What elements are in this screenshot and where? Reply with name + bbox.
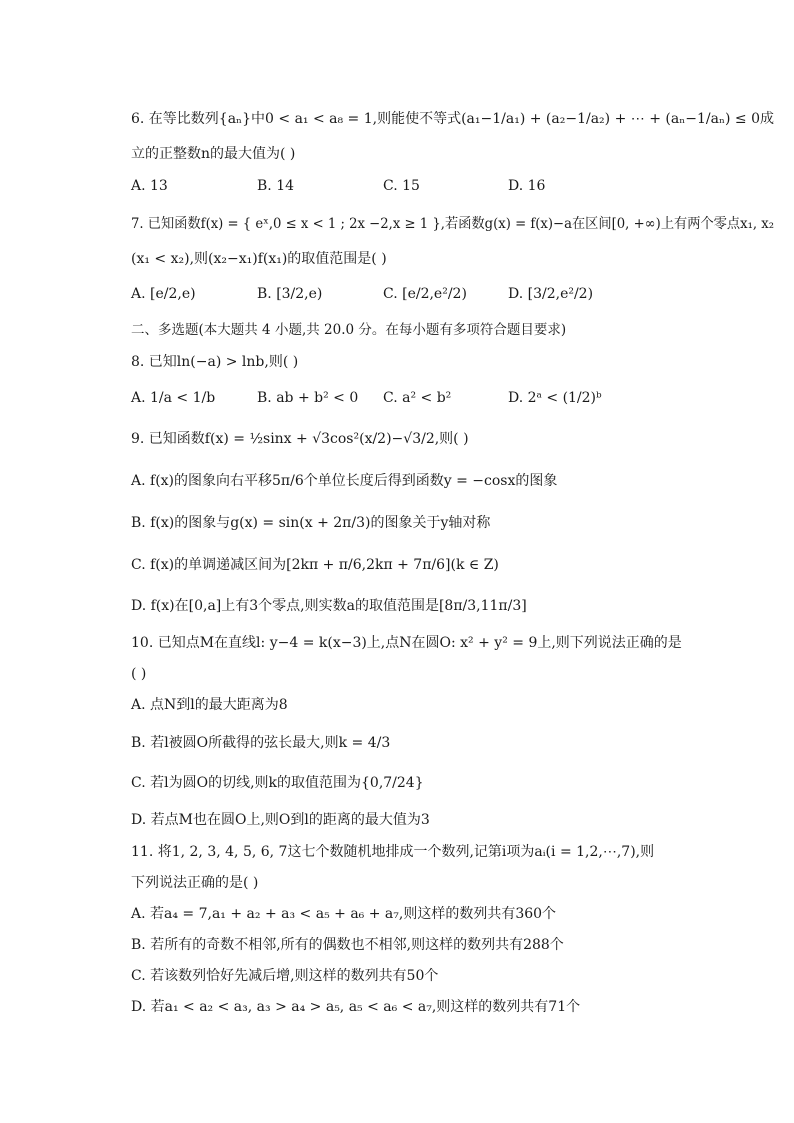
- q11-option-d: D. 若a₁ < a₂ < a₃, a₃ > a₄ > a₅, a₅ < a₆ < a₇,则这样的数列共有71个: [131, 999, 581, 1015]
- q10-option-c: C. 若l为圆O的切线,则k的取值范围为{0,7/24}: [131, 775, 424, 791]
- q8-option-b: B. ab + b² < 0: [257, 390, 359, 406]
- q7-option-b: B. [3/2,e): [257, 286, 323, 302]
- q11-stem-line2: 下列说法正确的是( ): [131, 875, 259, 891]
- q11-option-a: A. 若a₄ = 7,a₁ + a₂ + a₃ < a₅ + a₆ + a₇,则这样的数列共有360个: [131, 906, 557, 922]
- q9-option-a: A. f(x)的图象向右平移5π/6个单位长度后得到函数y = −cosx的图象: [131, 473, 558, 489]
- q7-stem-line2: (x₁ < x₂),则(x₂−x₁)f(x₁)的取值范围是( ): [131, 251, 387, 267]
- q8-option-a: A. 1/a < 1/b: [131, 390, 216, 406]
- q10-stem-line1: 10. 已知点M在直线l: y−4 = k(x−3)上,点N在圆O: x² + y² = 9上,则下列说法正确的是: [131, 635, 682, 651]
- q7-option-a: A. [e/2,e): [131, 286, 196, 302]
- q10-option-d: D. 若点M也在圆O上,则O到l的距离的最大值为3: [131, 812, 430, 828]
- q7-option-d: D. [3/2,e²/2): [508, 286, 594, 302]
- q10-stem-line2: ( ): [131, 666, 147, 682]
- q11-option-b: B. 若所有的奇数不相邻,所有的偶数也不相邻,则这样的数列共有288个: [131, 937, 564, 953]
- q6-option-d: D. 16: [508, 178, 546, 194]
- q8-option-d: D. 2ᵃ < (1/2)ᵇ: [508, 390, 602, 406]
- q9-option-c: C. f(x)的单调递减区间为[2kπ + π/6,2kπ + 7π/6](k ∈ Z): [131, 557, 499, 573]
- q10-option-b: B. 若l被圆O所截得的弦长最大,则k = 4/3: [131, 735, 391, 751]
- q7-option-c: C. [e/2,e²/2): [383, 286, 467, 302]
- q9-option-d: D. f(x)在[0,a]上有3个零点,则实数a的取值范围是[8π/3,11π/3]: [131, 598, 527, 614]
- q6-option-c: C. 15: [383, 178, 420, 194]
- q10-option-a: A. 点N到l的最大距离为8: [131, 697, 288, 713]
- q9-option-b: B. f(x)的图象与g(x) = sin(x + 2π/3)的图象关于y轴对称: [131, 515, 491, 531]
- q9-stem: 9. 已知函数f(x) = ½sinx + √3cos²(x/2)−√3/2,则( ): [131, 431, 469, 447]
- q6-stem-line1: 6. 在等比数列{aₙ}中0 < a₁ < a₈ = 1,则能使不等式(a₁−1/a₁) + (a₂−1/a₂) + ⋯ + (aₙ−1/aₙ) ≤ 0成: [131, 111, 775, 127]
- q6-option-b: B. 14: [257, 178, 295, 194]
- q11-stem-line1: 11. 将1, 2, 3, 4, 5, 6, 7这七个数随机地排成一个数列,记第i项为aᵢ(i = 1,2,⋯,7),则: [131, 844, 655, 860]
- q6-option-a: A. 13: [131, 178, 168, 194]
- q8-stem: 8. 已知ln(−a) > lnb,则( ): [131, 354, 299, 370]
- q6-stem-line2: 立的正整数n的最大值为( ): [131, 146, 296, 162]
- section-heading-multiple-choice: 二、多选题(本大题共 4 小题,共 20.0 分。在每小题有多项符合题目要求): [131, 322, 567, 338]
- q11-option-c: C. 若该数列恰好先减后增,则这样的数列共有50个: [131, 968, 439, 984]
- q8-option-c: C. a² < b²: [383, 390, 452, 406]
- q7-stem-line1: 7. 已知函数f(x) = { eˣ,0 ≤ x < 1 ; 2x −2,x ≥ 1 },若函数g(x) = f(x)−a在区间[0, +∞)上有两个零点x₁, x₂: [131, 216, 775, 232]
